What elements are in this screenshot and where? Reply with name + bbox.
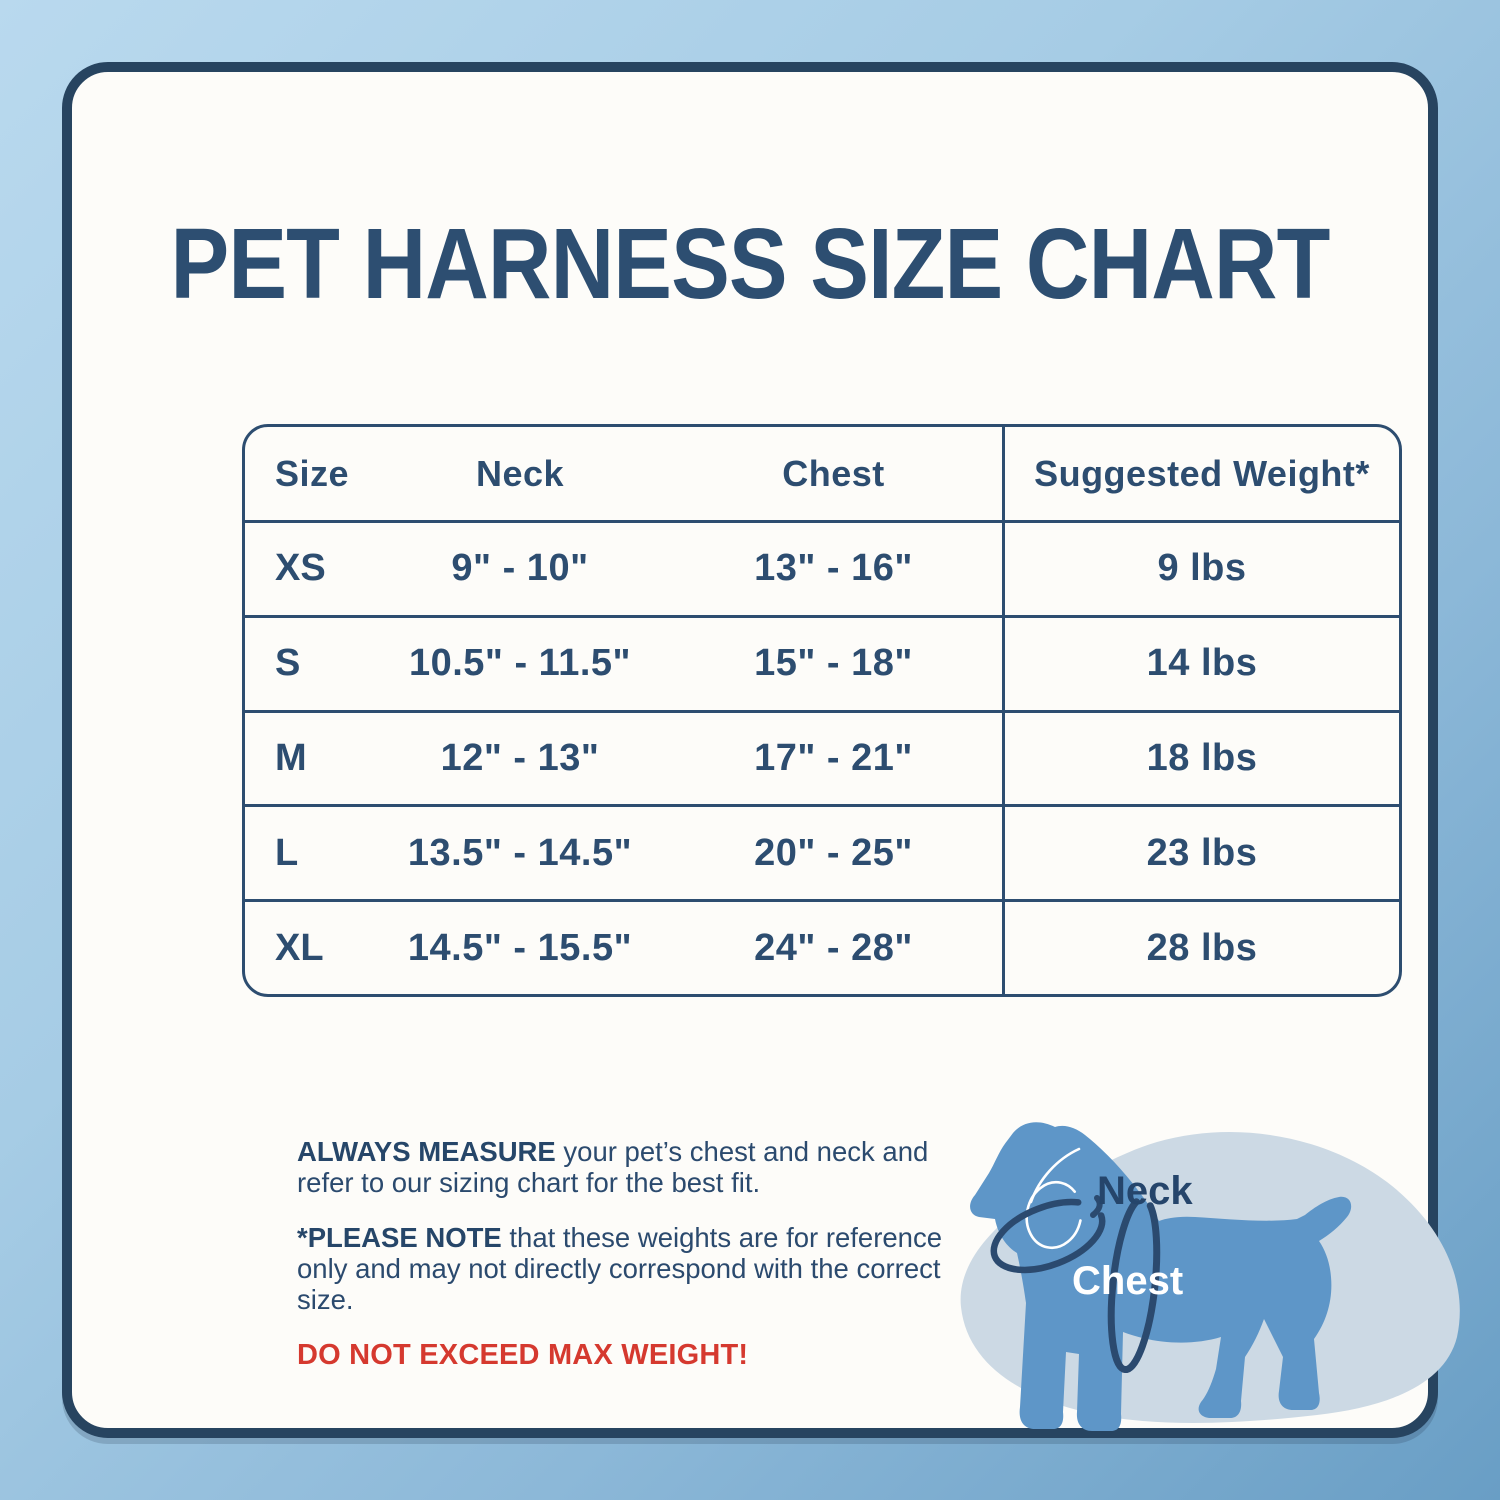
dog-illustration — [927, 1107, 1487, 1457]
cell-size: S — [275, 642, 301, 685]
dog-measurement-diagram — [927, 1107, 1487, 1457]
cell-neck: 12" - 13" — [440, 736, 600, 779]
cell-size: L — [275, 831, 299, 874]
header-chest: Chest — [782, 452, 885, 494]
cell-neck: 14.5" - 15.5" — [407, 926, 633, 969]
table-header-row — [245, 427, 1399, 520]
cell-size: XL — [275, 926, 324, 969]
table-row-s — [245, 615, 1399, 710]
note-please-note-bold: *PLEASE NOTE — [297, 1221, 502, 1253]
cell-neck: 9" - 10" — [451, 547, 589, 590]
cell-weight: 18 lbs — [1002, 713, 1399, 805]
cell-size: M — [275, 736, 307, 779]
chart-card — [62, 62, 1438, 1438]
header-size: Size — [275, 452, 350, 494]
header-neck: Neck — [475, 452, 565, 494]
cell-chest: 15" - 18" — [754, 642, 913, 685]
size-table — [242, 424, 1402, 997]
cell-weight: 14 lbs — [1002, 618, 1399, 710]
cell-chest: 20" - 25" — [754, 831, 913, 874]
cell-weight: 9 lbs — [1002, 523, 1399, 615]
cell-weight: 28 lbs — [1002, 902, 1399, 994]
note-always-measure-bold: ALWAYS MEASURE — [297, 1136, 556, 1167]
note-always-measure — [297, 1136, 965, 1199]
table-row-xl — [245, 899, 1399, 994]
neck-label: Neck — [1097, 1169, 1193, 1213]
cell-chest: 13" - 16" — [754, 547, 913, 590]
cell-chest: 17" - 21" — [754, 736, 913, 779]
table-row-m — [245, 710, 1399, 805]
cell-weight: 23 lbs — [1002, 807, 1399, 899]
max-weight-warning: DO NOT EXCEED MAX WEIGHT! — [297, 1338, 749, 1371]
page-title: PET HARNESS SIZE CHART — [170, 208, 1330, 320]
note-please-note — [297, 1222, 965, 1316]
chest-label: Chest — [1072, 1259, 1184, 1303]
cell-size: XS — [275, 547, 326, 590]
header-suggested-weight: Suggested Weight* — [1002, 427, 1399, 520]
cell-neck: 10.5" - 11.5" — [408, 642, 632, 685]
notes-section — [297, 1136, 965, 1395]
table-row-l — [245, 804, 1399, 899]
note-always-measure-text: your pet’s chest and neck and refer to our sizing chart for the best fit. — [297, 1136, 929, 1199]
table-row-xs — [245, 520, 1399, 615]
note-please-note-text: that these weights are for reference only and may not directly correspond with the correct size. — [297, 1221, 943, 1316]
cell-chest: 24" - 28" — [754, 926, 913, 969]
cell-neck: 13.5" - 14.5" — [407, 831, 633, 874]
